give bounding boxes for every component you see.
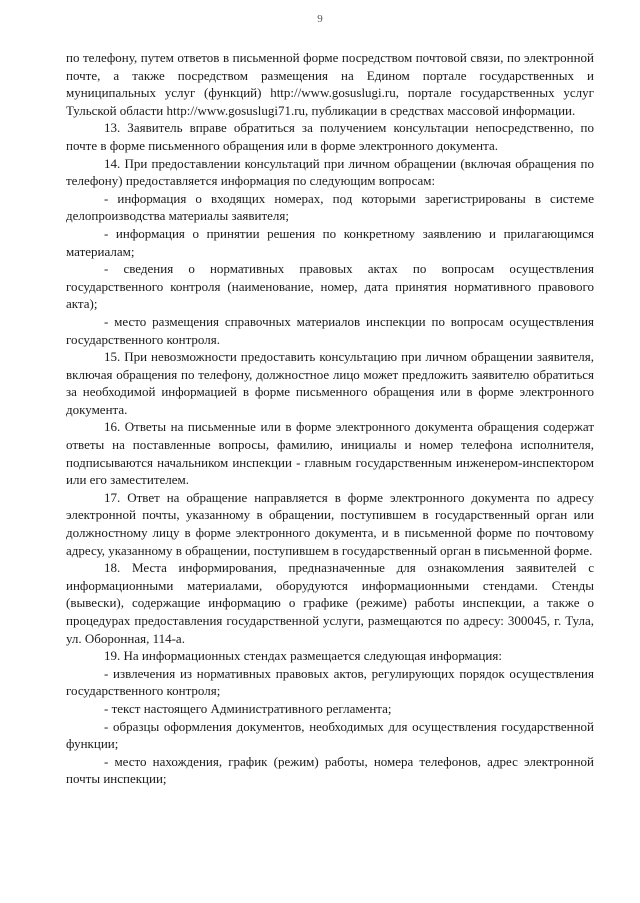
paragraph: 16. Ответы на письменные или в форме электронного документа обращения содержат ответы на поставленные вопросы, фамилию, инициалы и номер телефона исполнителя, подписываются начальником инспекции - главным государственным инженером-инспектором или его заместителем.	[66, 419, 594, 488]
paragraph: 15. При невозможности предоставить консультацию при личном обращении заявителя, включая обращения по телефону, должностное лицо может предложить заявителю обратиться за необходимой информацией в форме письменного обращения или в форме электронного документа.	[66, 349, 594, 417]
paragraph: - сведения о нормативных правовых актах по вопросам осуществления государственного контроля (наименование, номер, дата принятия нормативного правового акта);	[66, 261, 594, 312]
paragraph: - текст настоящего Административного регламента;	[104, 700, 392, 716]
page-number: 9	[317, 13, 323, 25]
paragraph: - место размещения справочных материалов инспекции по вопросам осуществления государственного контроля.	[66, 313, 594, 347]
paragraph: - место нахождения, график (режим) работы, номера телефонов, адрес электронной почты инспекции;	[66, 753, 594, 787]
paragraph: по телефону, путем ответов в письменной форме посредством почтовой связи, по электронной почте, а также посредством размещения на Едином портале государственных и муниципальных услуг (функций) http://www.gosuslugi.ru, портале государственных услуг Тульской области http://www.gosuslugi71.ru, публикации в средствах массовой информации.	[66, 50, 594, 118]
paragraph: 19. На информационных стендах размещается следующая информация:	[104, 648, 502, 664]
paragraph: - информация о входящих номерах, под которыми зарегистрированы в системе делопроизводства материалы заявителя;	[66, 190, 594, 224]
paragraph: - информация о принятии решения по конкретному заявлению и прилагающимся материалам;	[66, 225, 594, 259]
paragraph: 13. Заявитель вправе обратиться за получением консультации непосредственно, по почте в форме письменного обращения или в форме электронного документа.	[66, 120, 594, 153]
paragraph: - образцы оформления документов, необходимых для осуществления государственной функции;	[66, 718, 594, 752]
paragraph: - извлечения из нормативных правовых актов, регулирующих порядок осуществления государственного контроля;	[66, 665, 594, 699]
paragraph: 18. Места информирования, предназначенные для ознакомления заявителей с информационными материалами, оборудуются информационными стендами. Стенды (вывески), содержащие информацию о графике (режиме) работы инспекции, а также о процедурах предоставления государственной услуги, размещаются по адресу: 300045, г. Тула, ул. Оборонная, 114-а.	[66, 560, 594, 646]
document-body	[66, 49, 594, 788]
paragraph: 17. Ответ на обращение направляется в форме электронного документа по адресу электронной почты, указанному в обращении, поступившем в государственный орган или должностному лицу в форме электронного документа, и в письменной форме по почтовому адресу, указанному в обращении, поступившем в государственный орган в письменной форме.	[66, 489, 594, 558]
paragraph: 14. При предоставлении консультаций при личном обращении (включая обращения по телефону) предоставляется информация по следующим вопросам:	[66, 155, 594, 189]
